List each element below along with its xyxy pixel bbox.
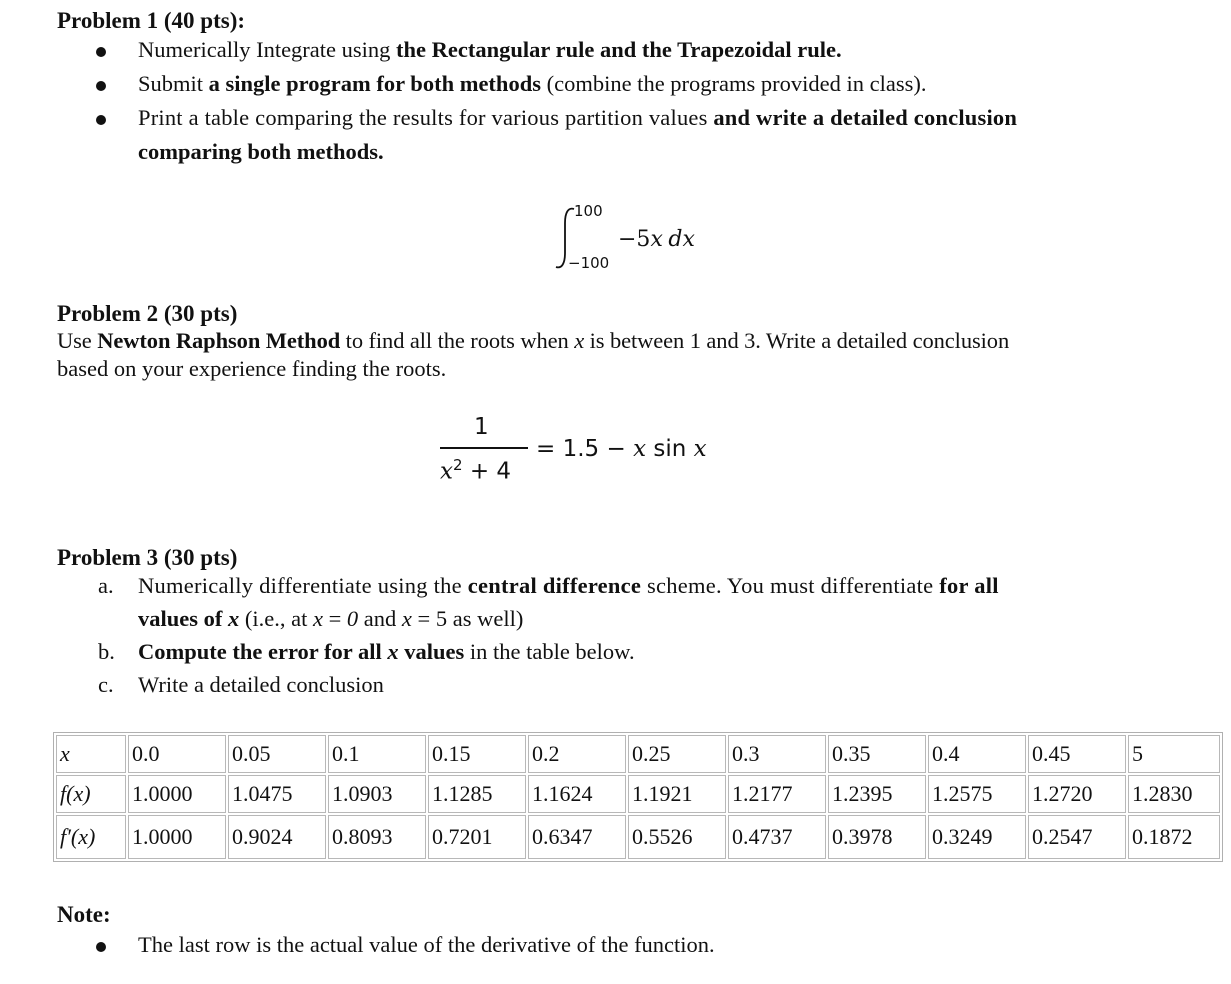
problem3-title: Problem 3 (30 pts)	[57, 545, 238, 570]
table-cell: 1.2177	[728, 775, 826, 813]
table-cell: 5	[1128, 735, 1220, 773]
table-cell: 0.05	[228, 735, 326, 773]
problem1-bullet3: Print a table comparing the results for various partition values and write a detailed conclusion	[138, 105, 1018, 130]
row-label: x	[56, 735, 126, 773]
problem2-line1: Use Newton Raphson Method to find all the roots when x is between 1 and 3. Write a detailed conclusion	[57, 328, 1010, 353]
table-cell: 1.1285	[428, 775, 526, 813]
problem2-line2: based on your experience finding the roots.	[57, 356, 447, 381]
bullet-icon	[96, 47, 106, 57]
table-cell: 0.2	[528, 735, 626, 773]
table-cell: 0.3249	[928, 815, 1026, 859]
equation-rhs: = 1.5 − x sin x	[536, 436, 707, 462]
problem3-item-a: Numerically differentiate using the central difference scheme. You must differentiate for all	[138, 573, 999, 598]
problem2-title: Problem 2 (30 pts)	[57, 301, 238, 326]
list-marker-a: a.	[98, 573, 114, 598]
table-cell: 0.0	[128, 735, 226, 773]
problem1-title: Problem 1 (40 pts):	[57, 8, 246, 33]
fraction-bar	[440, 447, 528, 449]
table-cell: 0.25	[628, 735, 726, 773]
note-title: Note:	[57, 902, 111, 927]
table-row-x	[56, 735, 1220, 773]
table-cell: 0.3	[728, 735, 826, 773]
problem3-item-b: Compute the error for all x values in the table below.	[138, 639, 635, 664]
list-marker-b: b.	[98, 639, 115, 664]
table-row-fx	[56, 775, 1220, 813]
table-cell: 0.45	[1028, 735, 1126, 773]
table-cell: 1.0475	[228, 775, 326, 813]
table-cell: 1.0000	[128, 775, 226, 813]
table-cell: 1.2830	[1128, 775, 1220, 813]
table-cell: 0.9024	[228, 815, 326, 859]
table-cell: 0.4	[928, 735, 1026, 773]
list-marker-c: c.	[98, 672, 114, 697]
bullet-icon	[96, 942, 106, 952]
problem3-item-a-cont: values of x (i.e., at x = 0 and x = 5 as well)	[138, 606, 524, 631]
table-cell: 0.7201	[428, 815, 526, 859]
problem1-bullet2: Submit a single program for both methods (combine the programs provided in class).	[138, 71, 927, 96]
bullet-icon	[96, 115, 106, 125]
table-cell: 1.2395	[828, 775, 926, 813]
table-cell: 0.5526	[628, 815, 726, 859]
problem1-bullet3-cont: comparing both methods.	[138, 139, 384, 164]
table-cell: 0.1	[328, 735, 426, 773]
table-cell: 1.2720	[1028, 775, 1126, 813]
table-cell: 0.6347	[528, 815, 626, 859]
table-cell: 1.1921	[628, 775, 726, 813]
row-label: f(x)	[56, 775, 126, 813]
table-row-fpx	[56, 815, 1220, 859]
integrand: −5x dx	[618, 227, 695, 252]
problem1-bullet1: Numerically Integrate using the Rectangular rule and the Trapezoidal rule.	[138, 37, 842, 62]
table-cell: 0.2547	[1028, 815, 1126, 859]
values-table	[53, 732, 1223, 862]
table-cell: 0.3978	[828, 815, 926, 859]
problem3-item-c: Write a detailed conclusion	[138, 672, 384, 697]
bullet-icon	[96, 81, 106, 91]
table-cell: 0.15	[428, 735, 526, 773]
table-cell: 1.1624	[528, 775, 626, 813]
note-bullet: The last row is the actual value of the derivative of the function.	[138, 932, 715, 957]
fraction-denominator: $x^2 + 4$	[440, 456, 512, 485]
table-cell: 1.0903	[328, 775, 426, 813]
table-cell: 0.4737	[728, 815, 826, 859]
integral-upper-limit: 100	[574, 202, 603, 220]
table-cell: 0.1872	[1128, 815, 1220, 859]
table-cell: 1.0000	[128, 815, 226, 859]
table-cell: 0.35	[828, 735, 926, 773]
table-cell: 0.8093	[328, 815, 426, 859]
fraction-numerator: 1	[474, 414, 489, 440]
integral-lower-limit: −100	[568, 254, 610, 272]
table-cell: 1.2575	[928, 775, 1026, 813]
row-label: f′(x)	[56, 815, 126, 859]
